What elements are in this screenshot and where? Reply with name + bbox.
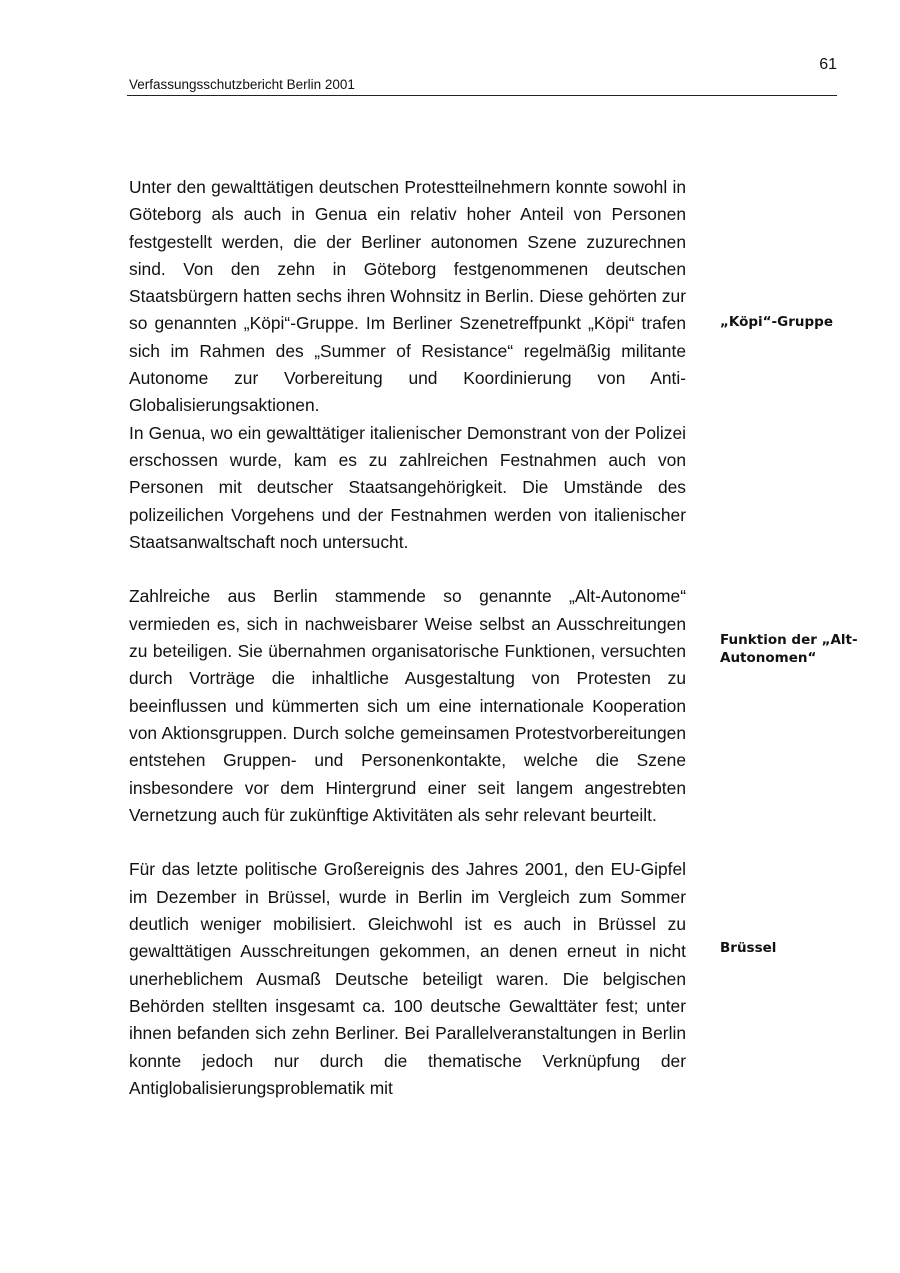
margin-note-koepi-gruppe: „Köpi“-Gruppe [720,314,833,330]
running-header: Verfassungsschutzbericht Berlin 2001 [129,77,355,92]
header-rule [127,95,837,96]
body-text [129,174,686,1102]
margin-note-bruessel: Brüssel [720,940,777,956]
paragraph-bruessel: Für das letzte politische Großereignis des Jahres 2001, den EU-Gipfel im Dezember in Brüssel, wurde in Berlin im Vergleich zum Sommer deutlich weniger mobilisiert. Gleichwohl ist es auch in Brüssel zu gewalttätigen Ausschreitungen gekommen, an denen erneut in nicht unerheblichem Ausmaß Deutsche beteiligt waren. Die belgischen Behörden stellten insgesamt ca. 100 deutsche Gewalttäter fest; unter ihnen befanden sich zehn Berliner. Bei Parallelveranstaltungen in Berlin konnte jedoch nur durch die thematische Verknüpfung der Antiglobalisierungsproblematik mit [129,859,686,1098]
paragraph-genua: In Genua, wo ein gewalttätiger italienischer Demonstrant von der Polizei erschossen wurde, kam es zu zahlreichen Festnahmen auch von Personen mit deutscher Staatsangehörigkeit. Die Umstände des polizeilichen Vorgehens und der Festnahmen werden von italienischer Staatsanwaltschaft noch untersucht. [129,422,686,552]
page-number: 61 [819,56,837,73]
margin-note-alt-autonome: Funktion der „Alt-Autonomen“ [720,632,858,666]
paragraph-koepi-gruppe: Unter den gewalttätigen deutschen Protestteilnehmern konnte sowohl in Göteborg als auch in Genua ein relativ hoher Anteil von Personen festgestellt werden, die der Berliner autonomen Szene zuzurechnen sind. Von den zehn in Göteborg festgenommenen deutschen Staatsbürgern hatten sechs ihren Wohnsitz in Berlin. Diese gehörten zur so genannten „Köpi“-Gruppe. Im Berliner Szenetreffpunkt „Köpi“ trafen sich im Rahmen des „Summer of Resistance“ regelmäßig militante Autonome zur Vorbereitung und Koordinierung von Anti-Globalisierungsaktionen. [129,177,686,416]
paragraph-alt-autonome: Zahlreiche aus Berlin stammende so genannte „Alt-Autonome“ vermieden es, sich in nachweisbarer Weise selbst an Ausschreitungen zu beteiligen. Sie übernahmen organisatorische Funktionen, versuchten durch Vorträge die inhaltliche Ausgestaltung von Protesten zu beeinflussen und kümmerten sich um eine internationale Kooperation von Aktionsgruppen. Durch solche gemeinsamen Protestvorbereitungen entstehen Gruppen- und Personenkontakte, welche die Szene insbesondere vor dem Hintergrund einer seit langem angestrebten Vernetzung auch für zukünftige Aktivitäten als sehr relevant beurteilt. [129,586,686,825]
